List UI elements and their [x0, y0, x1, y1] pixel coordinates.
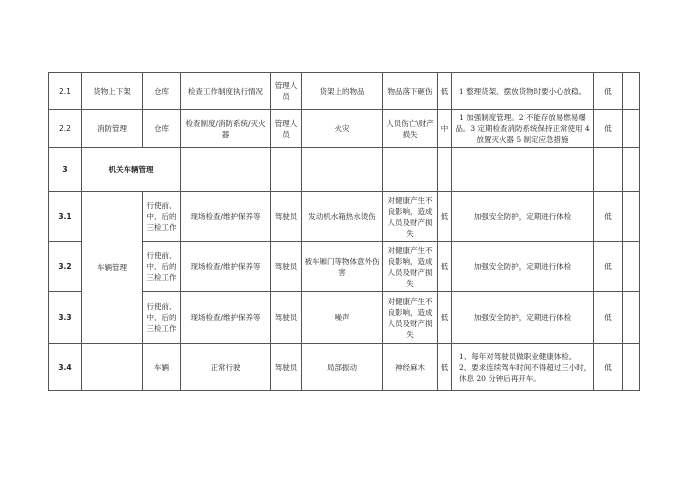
empty-cell	[181, 148, 271, 192]
consequence-cell: 神经麻木	[383, 344, 438, 391]
row-number: 3.1	[49, 192, 82, 242]
residual-risk-cell: 低	[594, 242, 623, 292]
place-cell: 行使前、中、后的三检工作	[143, 242, 181, 292]
residual-risk-cell: 低	[594, 73, 623, 110]
control-measure-cell: 加强安全防护，定期进行体检	[452, 192, 594, 242]
row-number: 2.2	[49, 110, 82, 148]
risk-level-cell: 低	[438, 73, 452, 110]
empty-cell	[302, 148, 383, 192]
row-number: 3	[49, 148, 82, 192]
empty-cell	[623, 110, 640, 148]
risk-level-cell: 低	[438, 192, 452, 242]
person-cell: 驾驶员	[271, 242, 302, 292]
person-cell: 管理人员	[271, 110, 302, 148]
empty-cell	[623, 344, 640, 391]
work-cell: 检查制度/消防系统/灭火器	[181, 110, 271, 148]
hazard-source-cell: 局部振动	[302, 344, 383, 391]
person-cell: 管理人员	[271, 73, 302, 110]
person-cell: 驾驶员	[271, 192, 302, 242]
control-measure-cell: 1 加强制度管理。2 不能存放易燃易爆品。3 定期检查消防系统保持正常使用 4 放置灭火器 5 制定应急措施	[452, 110, 594, 148]
person-cell: 驾驶员	[271, 344, 302, 391]
row-number: 3.3	[49, 292, 82, 344]
category-cell: 车辆管理	[82, 192, 143, 344]
measure-line: 1、每年对驾驶员做职业健康体检。	[459, 351, 577, 361]
empty-cell	[438, 148, 452, 192]
control-measure-cell	[452, 344, 594, 391]
place-cell: 行使前、中、后的三检工作	[143, 192, 181, 242]
empty-cell	[82, 344, 143, 391]
hazard-source-cell: 火灾	[302, 110, 383, 148]
consequence-cell: 对健康产生不良影响，造成人员及财产损失	[383, 242, 438, 292]
risk-level-cell: 低	[438, 242, 452, 292]
empty-cell	[452, 148, 594, 192]
consequence-cell: 对健康产生不良影响，造成人员及财产损失	[383, 192, 438, 242]
empty-cell	[623, 192, 640, 242]
measure-line: 2、要求连续驾车时间不得超过三小时，	[459, 362, 592, 372]
table-row	[49, 73, 640, 110]
activity-cell: 消防管理	[82, 110, 143, 148]
control-measure-cell: 加强安全防护，定期进行体检	[452, 292, 594, 344]
empty-cell	[383, 148, 438, 192]
empty-cell	[623, 73, 640, 110]
empty-cell	[623, 242, 640, 292]
place-cell: 仓库	[143, 73, 181, 110]
table-row	[49, 344, 640, 391]
row-number: 3.4	[49, 344, 82, 391]
control-measure-cell: 1 整理货架、摆放货物时要小心放稳。	[452, 73, 594, 110]
risk-level-cell: 低	[438, 344, 452, 391]
residual-risk-cell: 低	[594, 110, 623, 148]
residual-risk-cell: 低	[594, 344, 623, 391]
activity-cell: 货物上下架	[82, 73, 143, 110]
work-cell: 现场检查/维护保养等	[181, 242, 271, 292]
place-cell: 车辆	[143, 344, 181, 391]
row-number: 3.2	[49, 242, 82, 292]
empty-cell	[594, 148, 623, 192]
section-row	[49, 148, 640, 192]
row-number: 2.1	[49, 73, 82, 110]
work-cell: 现场检查/维护保养等	[181, 292, 271, 344]
consequence-cell: 对健康产生不良影响，造成人员及财产损失	[383, 292, 438, 344]
empty-cell	[623, 292, 640, 344]
consequence-cell: 物品落下砸伤	[383, 73, 438, 110]
consequence-cell: 人员伤亡\财产损失	[383, 110, 438, 148]
empty-cell	[623, 148, 640, 192]
place-cell: 仓库	[143, 110, 181, 148]
measure-line: 休息 20 分钟后再开车。	[459, 373, 541, 383]
risk-level-cell: 低	[438, 292, 452, 344]
place-cell: 行使前、中、后的三检工作	[143, 292, 181, 344]
residual-risk-cell: 低	[594, 292, 623, 344]
hazard-source-cell: 被车厢门等物体意外伤害	[302, 242, 383, 292]
control-measure-cell: 加强安全防护，定期进行体检	[452, 242, 594, 292]
empty-cell	[271, 148, 302, 192]
risk-level-cell: 中	[438, 110, 452, 148]
work-cell: 现场检查/维护保养等	[181, 192, 271, 242]
residual-risk-cell: 低	[594, 192, 623, 242]
table-row	[49, 192, 640, 242]
person-cell: 驾驶员	[271, 292, 302, 344]
work-cell: 正常行驶	[181, 344, 271, 391]
hazard-source-cell: 发动机水箱热水烫伤	[302, 192, 383, 242]
hazard-source-cell: 噪声	[302, 292, 383, 344]
work-cell: 检查工作制度执行情况	[181, 73, 271, 110]
hazard-source-cell: 货架上的物品	[302, 73, 383, 110]
section-title: 机关车辆管理	[82, 148, 181, 192]
risk-assessment-table	[48, 72, 640, 391]
table-row	[49, 110, 640, 148]
